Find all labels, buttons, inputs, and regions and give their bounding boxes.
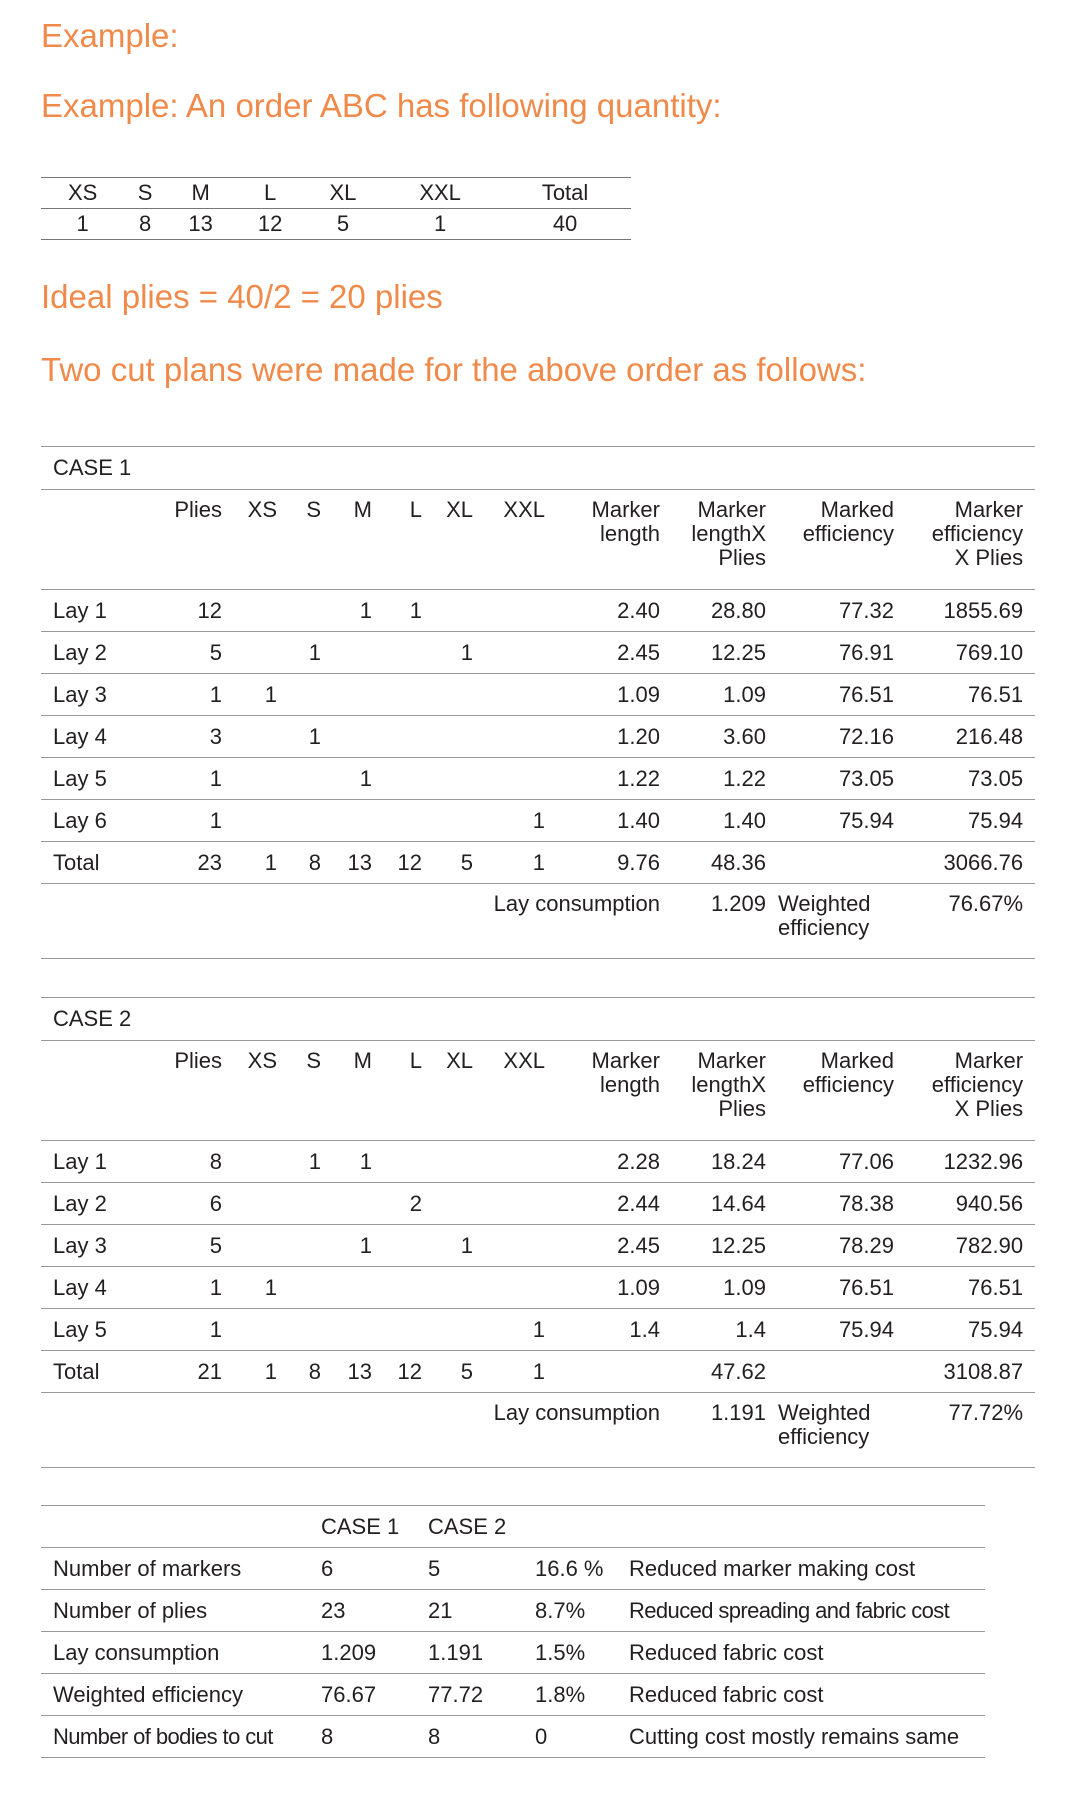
table-header-cell: Marker efficiency X Plies: [894, 1041, 1035, 1141]
table-cell: 76.51: [894, 674, 1035, 716]
table-cell: 1.09: [545, 674, 660, 716]
table-cell: 5: [305, 209, 381, 240]
table-cell: 1: [321, 1225, 372, 1267]
table-cell: 23: [321, 1590, 428, 1632]
table-row: [41, 800, 1035, 842]
table-cell: 1.09: [545, 1267, 660, 1309]
table-cell: 3108.87: [894, 1351, 1035, 1393]
lay-label: Lay 5: [41, 1309, 134, 1351]
table-cell: 12: [372, 842, 422, 884]
table-cell: [422, 1183, 473, 1225]
table-cell: [473, 674, 545, 716]
table-cell: 1: [222, 674, 277, 716]
table-cell: [372, 758, 422, 800]
table-header-cell: [629, 1506, 985, 1548]
table-header-cell: Plies: [134, 490, 222, 590]
table-cell: 5: [428, 1548, 535, 1590]
table-cell: 5: [134, 632, 222, 674]
table-cell: 77.72: [428, 1674, 535, 1716]
table-header-cell: XXL: [473, 490, 545, 590]
table-header-cell: S: [277, 490, 321, 590]
table-cell: 75.94: [766, 1309, 894, 1351]
table-cell: [422, 800, 473, 842]
table-cell: 782.90: [894, 1225, 1035, 1267]
table-row: [41, 632, 1035, 674]
table-header-row: [41, 1041, 1035, 1141]
table-cell: 1.8%: [535, 1674, 629, 1716]
table-cell: [473, 1183, 545, 1225]
table-header-cell: XL: [305, 178, 381, 209]
table-cell: 14.64: [660, 1183, 766, 1225]
table-cell: 769.10: [894, 632, 1035, 674]
table-cell: 76.51: [766, 674, 894, 716]
order-quantity-table: [41, 177, 631, 240]
table-cell: 940.56: [894, 1183, 1035, 1225]
table-cell: Lay consumption: [41, 1632, 321, 1674]
table-row: [41, 590, 1035, 632]
table-cell: 1: [321, 590, 372, 632]
lay-label: Lay 2: [41, 632, 134, 674]
table-cell: 12.25: [660, 1225, 766, 1267]
table-cell: [321, 632, 372, 674]
table-cell: [473, 632, 545, 674]
case1-title: CASE 1: [41, 447, 1035, 490]
table-footer-row: [41, 1393, 1035, 1468]
table-cell: [277, 758, 321, 800]
table-cell: 78.29: [766, 1225, 894, 1267]
table-cell: 73.05: [894, 758, 1035, 800]
table-cell: 5: [134, 1225, 222, 1267]
table-cell: [766, 842, 894, 884]
table-cell: [277, 1183, 321, 1225]
table-cell: 1: [134, 1309, 222, 1351]
table-cell: 76.91: [766, 632, 894, 674]
table-cell: [372, 1225, 422, 1267]
table-cell: 13: [166, 209, 235, 240]
table-cell: [222, 632, 277, 674]
table-cell: [372, 800, 422, 842]
table-cell: 13: [321, 842, 372, 884]
lay-label: Lay 4: [41, 1267, 134, 1309]
table-cell: 13: [321, 1351, 372, 1393]
table-cell: 0: [535, 1716, 629, 1758]
table-cell: [277, 800, 321, 842]
table-cell: 1: [422, 632, 473, 674]
table-row: [41, 1632, 985, 1674]
table-cell: [473, 1267, 545, 1309]
table-cell: 28.80: [660, 590, 766, 632]
table-cell: 1: [473, 1351, 545, 1393]
table-cell: [222, 1309, 277, 1351]
table-cell: [277, 1225, 321, 1267]
table-header-row: [41, 1506, 985, 1548]
table-cell: 1.4: [545, 1309, 660, 1351]
table-header-cell: Marker lengthX Plies: [660, 1041, 766, 1141]
table-header-cell: Total: [499, 178, 631, 209]
table-cell: 12: [372, 1351, 422, 1393]
lay-label: Lay 5: [41, 758, 134, 800]
table-cell: 1: [381, 209, 499, 240]
table-cell: [372, 674, 422, 716]
table-cell: [222, 590, 277, 632]
table-total-row: [41, 1351, 1035, 1393]
lay-label: Lay 1: [41, 590, 134, 632]
table-cell: [222, 1141, 277, 1183]
lay-label: Lay 2: [41, 1183, 134, 1225]
table-cell: [222, 1225, 277, 1267]
table-row: [41, 1309, 1035, 1351]
table-cell: 77.06: [766, 1141, 894, 1183]
table-cell: 76.67: [321, 1674, 428, 1716]
case2-table: [41, 997, 1035, 1468]
lay-label: Lay 3: [41, 1225, 134, 1267]
table-header-cell: Plies: [134, 1041, 222, 1141]
heading-order-intro: Example: An order ABC has following quantity:: [41, 87, 722, 124]
table-cell: 1: [134, 674, 222, 716]
table-cell: [422, 1309, 473, 1351]
lay-label: Total: [41, 842, 134, 884]
table-cell: Reduced fabric cost: [629, 1632, 985, 1674]
table-row: [41, 209, 631, 240]
table-cell: 76.51: [894, 1267, 1035, 1309]
table-cell: [222, 1183, 277, 1225]
table-cell: [422, 716, 473, 758]
table-cell: [372, 716, 422, 758]
table-cell: 75.94: [894, 800, 1035, 842]
table-header-cell: S: [124, 178, 166, 209]
table-row: [41, 1548, 985, 1590]
table-cell: 1.22: [545, 758, 660, 800]
table-cell: 5: [422, 842, 473, 884]
table-cell: 76.51: [766, 1267, 894, 1309]
table-cell: 1: [473, 800, 545, 842]
table-header-cell: L: [372, 490, 422, 590]
table-cell: 1: [422, 1225, 473, 1267]
table-cell: 47.62: [660, 1351, 766, 1393]
table-cell: 2.40: [545, 590, 660, 632]
table-header-row: [41, 490, 1035, 590]
table-cell: 21: [428, 1590, 535, 1632]
table-header-cell: CASE 1: [321, 1506, 428, 1548]
table-cell: Weighted efficiency: [41, 1674, 321, 1716]
table-cell: [321, 1309, 372, 1351]
table-cell: 8: [277, 1351, 321, 1393]
table-cell: Number of markers: [41, 1548, 321, 1590]
table-cell: 1.5%: [535, 1632, 629, 1674]
table-cell: 48.36: [660, 842, 766, 884]
table-cell: 8: [277, 842, 321, 884]
table-cell: 16.6 %: [535, 1548, 629, 1590]
table-cell: [372, 1267, 422, 1309]
table-cell: 1.191: [428, 1632, 535, 1674]
table-cell: 1: [372, 590, 422, 632]
lay-consumption-label: Lay consumption: [41, 884, 660, 959]
table-row: [41, 1267, 1035, 1309]
table-header-cell: Marker length: [545, 1041, 660, 1141]
table-cell: 78.38: [766, 1183, 894, 1225]
table-cell: 77.32: [766, 590, 894, 632]
table-cell: 12: [134, 590, 222, 632]
weighted-efficiency-value: 77.72%: [894, 1393, 1035, 1468]
table-header-cell: Marker efficiency X Plies: [894, 490, 1035, 590]
table-cell: [372, 632, 422, 674]
table-cell: 1: [473, 842, 545, 884]
table-cell: 75.94: [766, 800, 894, 842]
table-cell: [277, 1309, 321, 1351]
table-header-cell: S: [277, 1041, 321, 1141]
table-cell: Cutting cost mostly remains same: [629, 1716, 985, 1758]
table-cell: 1855.69: [894, 590, 1035, 632]
table-header-cell: XS: [222, 1041, 277, 1141]
table-cell: [321, 716, 372, 758]
table-cell: 1232.96: [894, 1141, 1035, 1183]
table-cell: 73.05: [766, 758, 894, 800]
table-row: [41, 758, 1035, 800]
table-cell: [422, 758, 473, 800]
table-cell: 1.22: [660, 758, 766, 800]
table-cell: 1: [41, 209, 124, 240]
table-cell: 18.24: [660, 1141, 766, 1183]
table-cell: 1: [321, 758, 372, 800]
table-cell: 1: [473, 1309, 545, 1351]
table-cell: 1: [222, 1351, 277, 1393]
lay-label: Lay 3: [41, 674, 134, 716]
table-cell: [473, 716, 545, 758]
weighted-efficiency-label: Weighted efficiency: [766, 884, 894, 959]
table-cell: 2.28: [545, 1141, 660, 1183]
case1-table: [41, 446, 1035, 959]
table-row: [41, 1590, 985, 1632]
table-cell: 6: [321, 1548, 428, 1590]
table-header-cell: Marked efficiency: [766, 1041, 894, 1141]
table-cell: 8: [124, 209, 166, 240]
table-header-cell: XXL: [381, 178, 499, 209]
table-row: [41, 1141, 1035, 1183]
table-cell: 1.209: [321, 1632, 428, 1674]
table-cell: [372, 1309, 422, 1351]
table-row: [41, 1183, 1035, 1225]
table-cell: 1: [222, 842, 277, 884]
table-cell: [321, 800, 372, 842]
table-cell: 6: [134, 1183, 222, 1225]
table-cell: [222, 800, 277, 842]
table-cell: Number of plies: [41, 1590, 321, 1632]
table-cell: 1: [277, 1141, 321, 1183]
heading-cut-plans: Two cut plans were made for the above order as follows:: [41, 351, 867, 388]
table-header-row: [41, 178, 631, 209]
weighted-efficiency-label: Weighted efficiency: [766, 1393, 894, 1468]
table-cell: [222, 758, 277, 800]
table-cell: 23: [134, 842, 222, 884]
table-cell: 2.45: [545, 632, 660, 674]
table-cell: Reduced spreading and fabric cost: [629, 1590, 985, 1632]
table-cell: [422, 674, 473, 716]
table-header-cell: Marked efficiency: [766, 490, 894, 590]
table-cell: [321, 1183, 372, 1225]
table-row: [41, 716, 1035, 758]
table-cell: [372, 1141, 422, 1183]
table-row: [41, 674, 1035, 716]
table-cell: Reduced fabric cost: [629, 1674, 985, 1716]
heading-example: Example:: [41, 17, 179, 54]
weighted-efficiency-value: 76.67%: [894, 884, 1035, 959]
table-row: [41, 1716, 985, 1758]
table-cell: [473, 590, 545, 632]
heading-ideal-plies: Ideal plies = 40/2 = 20 plies: [41, 278, 443, 315]
lay-label: Lay 4: [41, 716, 134, 758]
lay-consumption-value: 1.209: [660, 884, 766, 959]
table-cell: 9.76: [545, 842, 660, 884]
table-cell: [422, 1267, 473, 1309]
table-footer-row: [41, 884, 1035, 959]
case2-title: CASE 2: [41, 998, 1035, 1041]
table-cell: 2: [372, 1183, 422, 1225]
table-header-cell: XS: [41, 178, 124, 209]
table-cell: 1: [134, 1267, 222, 1309]
table-header-cell: XL: [422, 490, 473, 590]
table-cell: [422, 590, 473, 632]
table-cell: 1.20: [545, 716, 660, 758]
table-cell: Reduced marker making cost: [629, 1548, 985, 1590]
table-cell: 1.40: [660, 800, 766, 842]
table-cell: 1: [277, 716, 321, 758]
lay-consumption-value: 1.191: [660, 1393, 766, 1468]
table-header-cell: XL: [422, 1041, 473, 1141]
table-cell: 1.09: [660, 674, 766, 716]
table-cell: 1: [134, 758, 222, 800]
table-row: [41, 1225, 1035, 1267]
table-cell: 1: [222, 1267, 277, 1309]
table-cell: Number of bodies to cut: [41, 1716, 321, 1758]
lay-consumption-label: Lay consumption: [41, 1393, 660, 1468]
table-cell: 3.60: [660, 716, 766, 758]
table-cell: 3066.76: [894, 842, 1035, 884]
table-row: [41, 1674, 985, 1716]
table-cell: 75.94: [894, 1309, 1035, 1351]
table-cell: 8: [134, 1141, 222, 1183]
table-cell: 1: [134, 800, 222, 842]
table-header-cell: [535, 1506, 629, 1548]
table-cell: 1.09: [660, 1267, 766, 1309]
table-header-cell: M: [321, 1041, 372, 1141]
table-cell: 8: [428, 1716, 535, 1758]
table-header-cell: CASE 2: [428, 1506, 535, 1548]
table-cell: 12: [235, 209, 304, 240]
table-header-cell: Marker lengthX Plies: [660, 490, 766, 590]
table-cell: 1.40: [545, 800, 660, 842]
table-cell: [277, 674, 321, 716]
table-cell: 1.4: [660, 1309, 766, 1351]
table-cell: 8: [321, 1716, 428, 1758]
table-cell: [473, 1225, 545, 1267]
table-cell: [766, 1351, 894, 1393]
table-header-cell: XS: [222, 490, 277, 590]
table-header-cell: Marker length: [545, 490, 660, 590]
table-cell: 1: [321, 1141, 372, 1183]
table-cell: [321, 1267, 372, 1309]
table-cell: 8.7%: [535, 1590, 629, 1632]
lay-label: Total: [41, 1351, 134, 1393]
table-header-cell: M: [166, 178, 235, 209]
table-cell: [422, 1141, 473, 1183]
table-cell: 5: [422, 1351, 473, 1393]
table-cell: [473, 758, 545, 800]
table-cell: [321, 674, 372, 716]
table-cell: [277, 590, 321, 632]
table-cell: [545, 1351, 660, 1393]
table-header-cell: XXL: [473, 1041, 545, 1141]
lay-label: Lay 1: [41, 1141, 134, 1183]
table-cell: 40: [499, 209, 631, 240]
table-cell: 3: [134, 716, 222, 758]
table-cell: 2.45: [545, 1225, 660, 1267]
table-cell: 72.16: [766, 716, 894, 758]
table-cell: 2.44: [545, 1183, 660, 1225]
table-cell: 21: [134, 1351, 222, 1393]
table-cell: 216.48: [894, 716, 1035, 758]
table-header-cell: [41, 1506, 321, 1548]
table-cell: [222, 716, 277, 758]
table-total-row: [41, 842, 1035, 884]
lay-label: Lay 6: [41, 800, 134, 842]
table-header-cell: L: [235, 178, 304, 209]
table-cell: 12.25: [660, 632, 766, 674]
comparison-summary-table: [41, 1505, 985, 1758]
table-header-cell: M: [321, 490, 372, 590]
table-cell: [473, 1141, 545, 1183]
table-cell: [277, 1267, 321, 1309]
table-cell: 1: [277, 632, 321, 674]
table-header-cell: L: [372, 1041, 422, 1141]
